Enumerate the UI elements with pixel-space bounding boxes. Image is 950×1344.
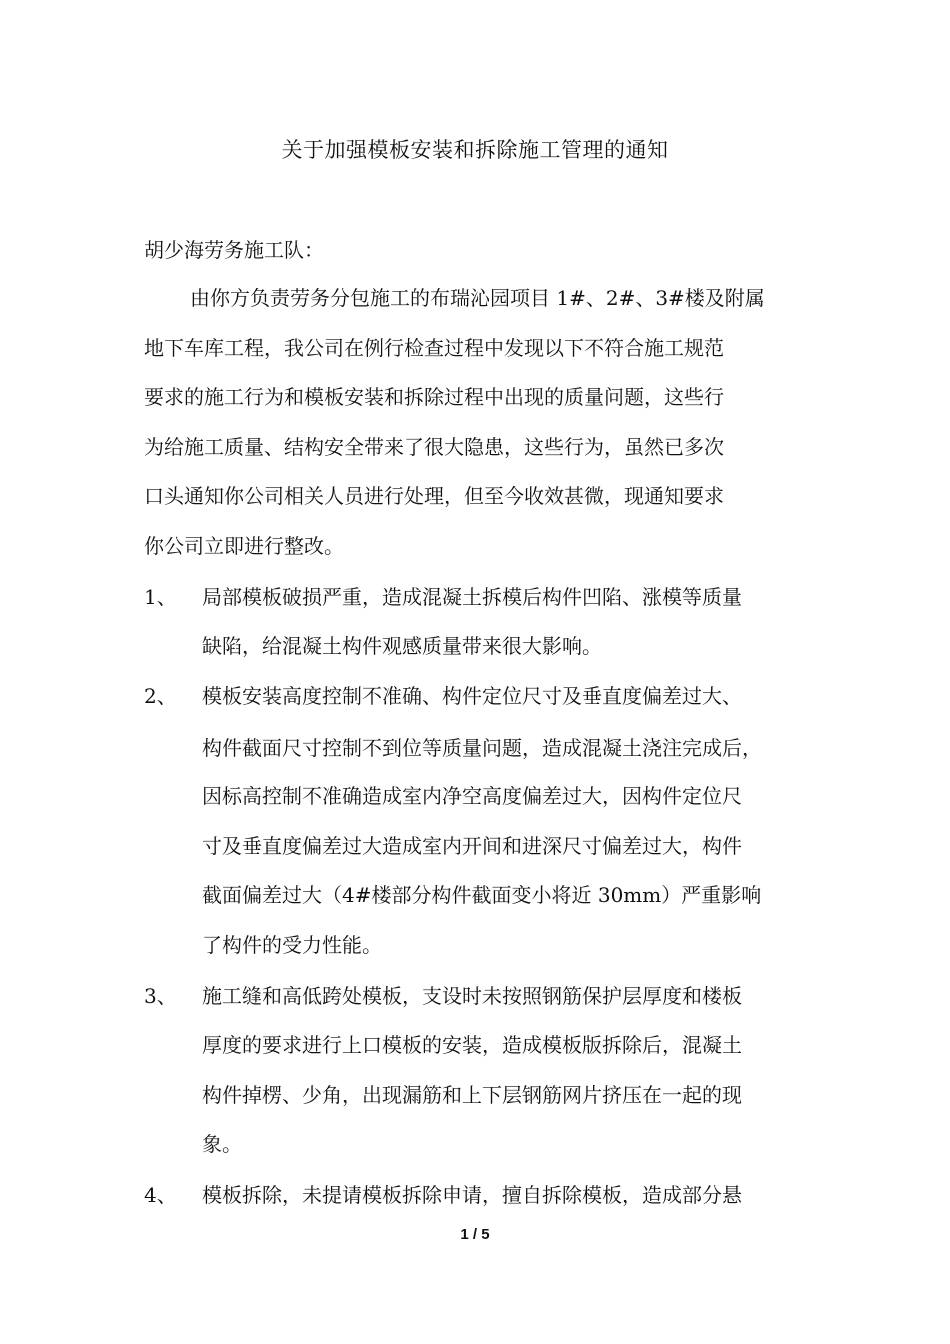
intro-line: 你公司立即进行整改。 bbox=[144, 534, 344, 558]
list-item-line: 构件掉楞、少角，出现漏筋和上下层钢筋网片挤压在一起的现 bbox=[202, 1083, 742, 1107]
intro-line: 口头通知你公司相关人员进行处理，但至今收效甚微，现通知要求 bbox=[144, 484, 724, 508]
page-number: 1 / 5 bbox=[460, 1226, 490, 1243]
list-item-line: 构件截面尺寸控制不到位等质量问题，造成混凝土浇注完成后， bbox=[202, 736, 762, 760]
intro-line: 为给施工质量、结构安全带来了很大隐患，这些行为，虽然已多次 bbox=[144, 435, 724, 459]
intro-line: 要求的施工行为和模板安装和拆除过程中出现的质量问题，这些行 bbox=[144, 385, 724, 409]
document-title: 关于加强模板安装和拆除施工管理的通知 bbox=[281, 138, 669, 162]
list-item-line: 厚度的要求进行上口模板的安装，造成模板版拆除后，混凝土 bbox=[202, 1033, 742, 1057]
salutation: 胡少海劳务施工队： bbox=[144, 238, 324, 262]
list-item-line: 了构件的受力性能。 bbox=[202, 933, 382, 957]
list-item-number: 1、 bbox=[144, 585, 177, 609]
list-item-number: 4、 bbox=[144, 1183, 177, 1207]
list-item-line: 截面偏差过大（4#楼部分构件截面变小将近 30mm）严重影响 bbox=[202, 883, 762, 907]
list-item-line: 模板拆除，未提请模板拆除申请，擅自拆除模板，造成部分悬 bbox=[202, 1183, 742, 1207]
list-item-line: 因标高控制不准确造成室内净空高度偏差过大，因构件定位尺 bbox=[202, 784, 742, 808]
list-item-line: 缺陷，给混凝土构件观感质量带来很大影响。 bbox=[202, 634, 602, 658]
list-item-line: 局部模板破损严重，造成混凝土拆模后构件凹陷、涨模等质量 bbox=[202, 585, 742, 609]
list-item-line: 象。 bbox=[202, 1132, 242, 1156]
list-item-line: 模板安装高度控制不准确、构件定位尺寸及垂直度偏差过大、 bbox=[202, 684, 742, 708]
list-item-number: 2、 bbox=[144, 684, 177, 708]
list-item-line: 施工缝和高低跨处模板，支设时未按照钢筋保护层厚度和楼板 bbox=[202, 984, 742, 1008]
intro-line: 地下车库工程，我公司在例行检查过程中发现以下不符合施工规范 bbox=[144, 336, 724, 360]
list-item-number: 3、 bbox=[144, 984, 177, 1008]
list-item-line: 寸及垂直度偏差过大造成室内开间和进深尺寸偏差过大，构件 bbox=[202, 834, 742, 858]
intro-line: 由你方负责劳务分包施工的布瑞沁园项目 1#、2#、3#楼及附属 bbox=[190, 286, 765, 310]
